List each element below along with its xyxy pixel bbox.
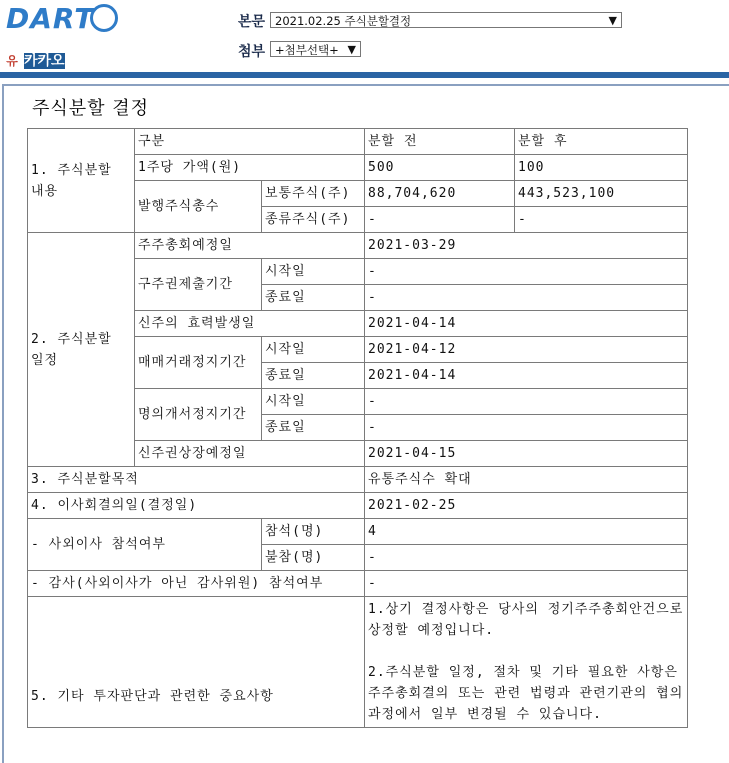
start-date-label: 시작일 xyxy=(262,389,365,415)
attachment-label: 첨부 xyxy=(238,44,266,60)
frame-left xyxy=(2,84,4,763)
present-value: 4 xyxy=(365,519,688,545)
table-row xyxy=(28,233,688,259)
company-name: 카카오 xyxy=(24,53,65,69)
old-cert-start-value: - xyxy=(365,259,688,285)
document-content xyxy=(0,84,729,763)
section-5-note-1: 1.상기 결정사항은 당사의 정기주주총회안건으로 상정할 예정입니다. xyxy=(368,602,684,638)
old-cert-period-label: 구주권제출기간 xyxy=(135,259,262,311)
table-row xyxy=(28,129,688,155)
table-row xyxy=(28,493,688,519)
table-row xyxy=(28,571,688,597)
company-label xyxy=(4,50,65,70)
absent-label: 불참(명) xyxy=(262,545,365,571)
listing-date-value: 2021-04-15 xyxy=(365,441,688,467)
effective-date-label: 신주의 효력발생일 xyxy=(135,311,365,337)
company-badge-icon: 유 xyxy=(4,53,20,69)
transfer-halt-label: 명의개서정지기간 xyxy=(135,389,262,441)
agm-date-label: 주주총회예정일 xyxy=(135,233,365,259)
common-shares-label: 보통주식(주) xyxy=(262,181,365,207)
trade-halt-label: 매매거래정지기간 xyxy=(135,337,262,389)
section-4-label: 4. 이사회결의일(결정일) xyxy=(28,493,365,519)
issued-shares-label: 발행주식총수 xyxy=(135,181,262,233)
preferred-shares-label: 종류주식(주) xyxy=(262,207,365,233)
main-doc-label: 본문 xyxy=(238,14,266,30)
section-3-value: 유통주식수 확대 xyxy=(365,467,688,493)
auditor-value: - xyxy=(365,571,688,597)
stock-split-table xyxy=(27,128,688,728)
effective-date-value: 2021-04-14 xyxy=(365,311,688,337)
header xyxy=(0,0,729,78)
par-value-after: 100 xyxy=(515,155,688,181)
start-date-label: 시작일 xyxy=(262,337,365,363)
auditor-label: - 감사(사외이사가 아닌 감사위원) 참석여부 xyxy=(28,571,365,597)
main-doc-select-value: 2021.02.25 주식분할결정 xyxy=(275,14,412,28)
section-5-label: 5. 기타 투자판단과 관련한 중요사항 xyxy=(28,597,365,728)
attachment-select-value: +첨부선택+ xyxy=(275,43,339,57)
section-3-label: 3. 주식분할목적 xyxy=(28,467,365,493)
trade-halt-end-value: 2021-04-14 xyxy=(365,363,688,389)
table-row xyxy=(28,519,688,545)
end-date-label: 종료일 xyxy=(262,285,365,311)
note-spacer xyxy=(368,641,684,662)
common-after: 443,523,100 xyxy=(515,181,688,207)
trade-halt-start-value: 2021-04-12 xyxy=(365,337,688,363)
preferred-before: - xyxy=(365,207,515,233)
par-value-before: 500 xyxy=(365,155,515,181)
header-gubun: 구분 xyxy=(135,129,365,155)
transfer-halt-end-value: - xyxy=(365,415,688,441)
chevron-down-icon: ▼ xyxy=(608,14,617,27)
present-label: 참석(명) xyxy=(262,519,365,545)
end-date-label: 종료일 xyxy=(262,363,365,389)
start-date-label: 시작일 xyxy=(262,259,365,285)
absent-value: - xyxy=(365,545,688,571)
main-doc-select[interactable] xyxy=(270,12,622,28)
par-value-label: 1주당 가액(원) xyxy=(135,155,365,181)
section-4-value: 2021-02-25 xyxy=(365,493,688,519)
section-5-notes xyxy=(365,597,688,728)
header-right-panel xyxy=(198,0,729,72)
document-title: 주식분할 결정 xyxy=(32,98,150,119)
transfer-halt-start-value: - xyxy=(365,389,688,415)
header-before: 분할 전 xyxy=(365,129,515,155)
common-before: 88,704,620 xyxy=(365,181,515,207)
table-row xyxy=(28,597,688,728)
section-1-label: 1. 주식분할 내용 xyxy=(28,129,135,233)
preferred-after: - xyxy=(515,207,688,233)
listing-date-label: 신주권상장예정일 xyxy=(135,441,365,467)
header-after: 분할 후 xyxy=(515,129,688,155)
end-date-label: 종료일 xyxy=(262,415,365,441)
agm-date-value: 2021-03-29 xyxy=(365,233,688,259)
outside-director-label: - 사외이사 참석여부 xyxy=(28,519,262,571)
attachment-select[interactable] xyxy=(270,41,361,57)
table-row xyxy=(28,467,688,493)
header-bottom-line xyxy=(0,72,729,78)
frame-top xyxy=(2,84,729,86)
section-5-note-2: 2.주식분할 일정, 절차 및 기타 필요한 사항은 주주총회결의 또는 관련 법령과 관련기관의 협의 과정에서 일부 변경될 수 있습니다. xyxy=(368,665,684,722)
logo-swoosh-icon xyxy=(90,4,118,32)
chevron-down-icon: ▼ xyxy=(347,43,356,56)
old-cert-end-value: - xyxy=(365,285,688,311)
section-2-label: 2. 주식분할 일정 xyxy=(28,233,135,467)
dart-logo[interactable]: DART xyxy=(6,2,95,35)
